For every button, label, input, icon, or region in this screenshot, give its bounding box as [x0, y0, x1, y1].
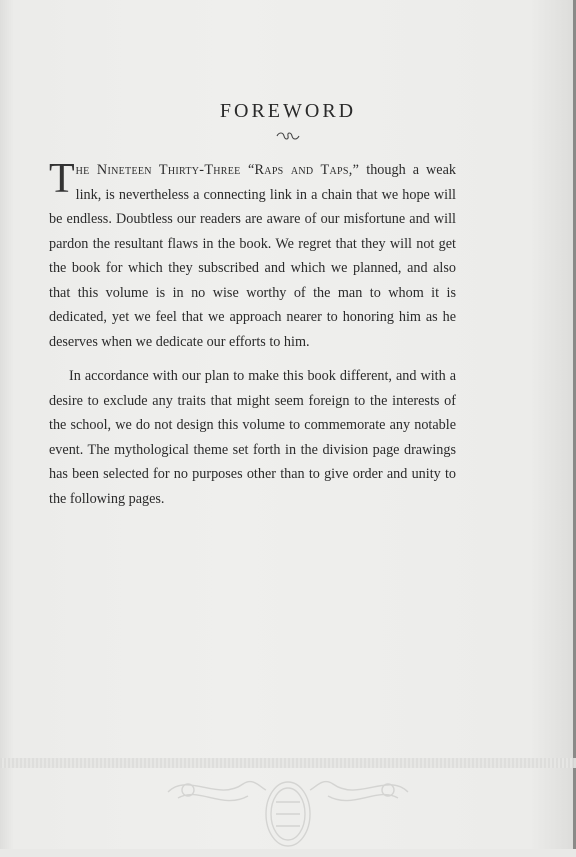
paragraph-1: [49, 158, 456, 354]
paragraph-1-text: though a weak link, is nevertheless a connecting link in a chain that we hope will be endless. Doubtless our readers are aware of our misfortune and will pardon the resultant flaws in the book. We regret that they will not get the book for which they subscribed and which we planned, and also that this volume is in no wise worthy of the man to whom it is dedicated, yet we feel that we approach nearer to honoring him as he deserves when we dedicate our efforts to him.: [49, 162, 456, 350]
drop-cap: T: [49, 156, 75, 202]
paragraph-2: In accordance with our plan to make this book different, and with a desire to exclude any traits that might seem foreign to the interests of the school, we do not design this volume to commemorate any notable event. The mythological theme set forth in the division page drawings has been selected for no purposes other than to give order and unity to the following pages.: [49, 368, 456, 507]
scroll-ornament-icon: [0, 128, 576, 140]
page-title: FOREWORD: [219, 100, 357, 122]
smallcaps-lead: he Nineteen Thirty-Three “Raps and Taps,”: [75, 162, 360, 178]
foreword-body: [49, 158, 456, 521]
embossed-seal-icon: [148, 762, 428, 852]
